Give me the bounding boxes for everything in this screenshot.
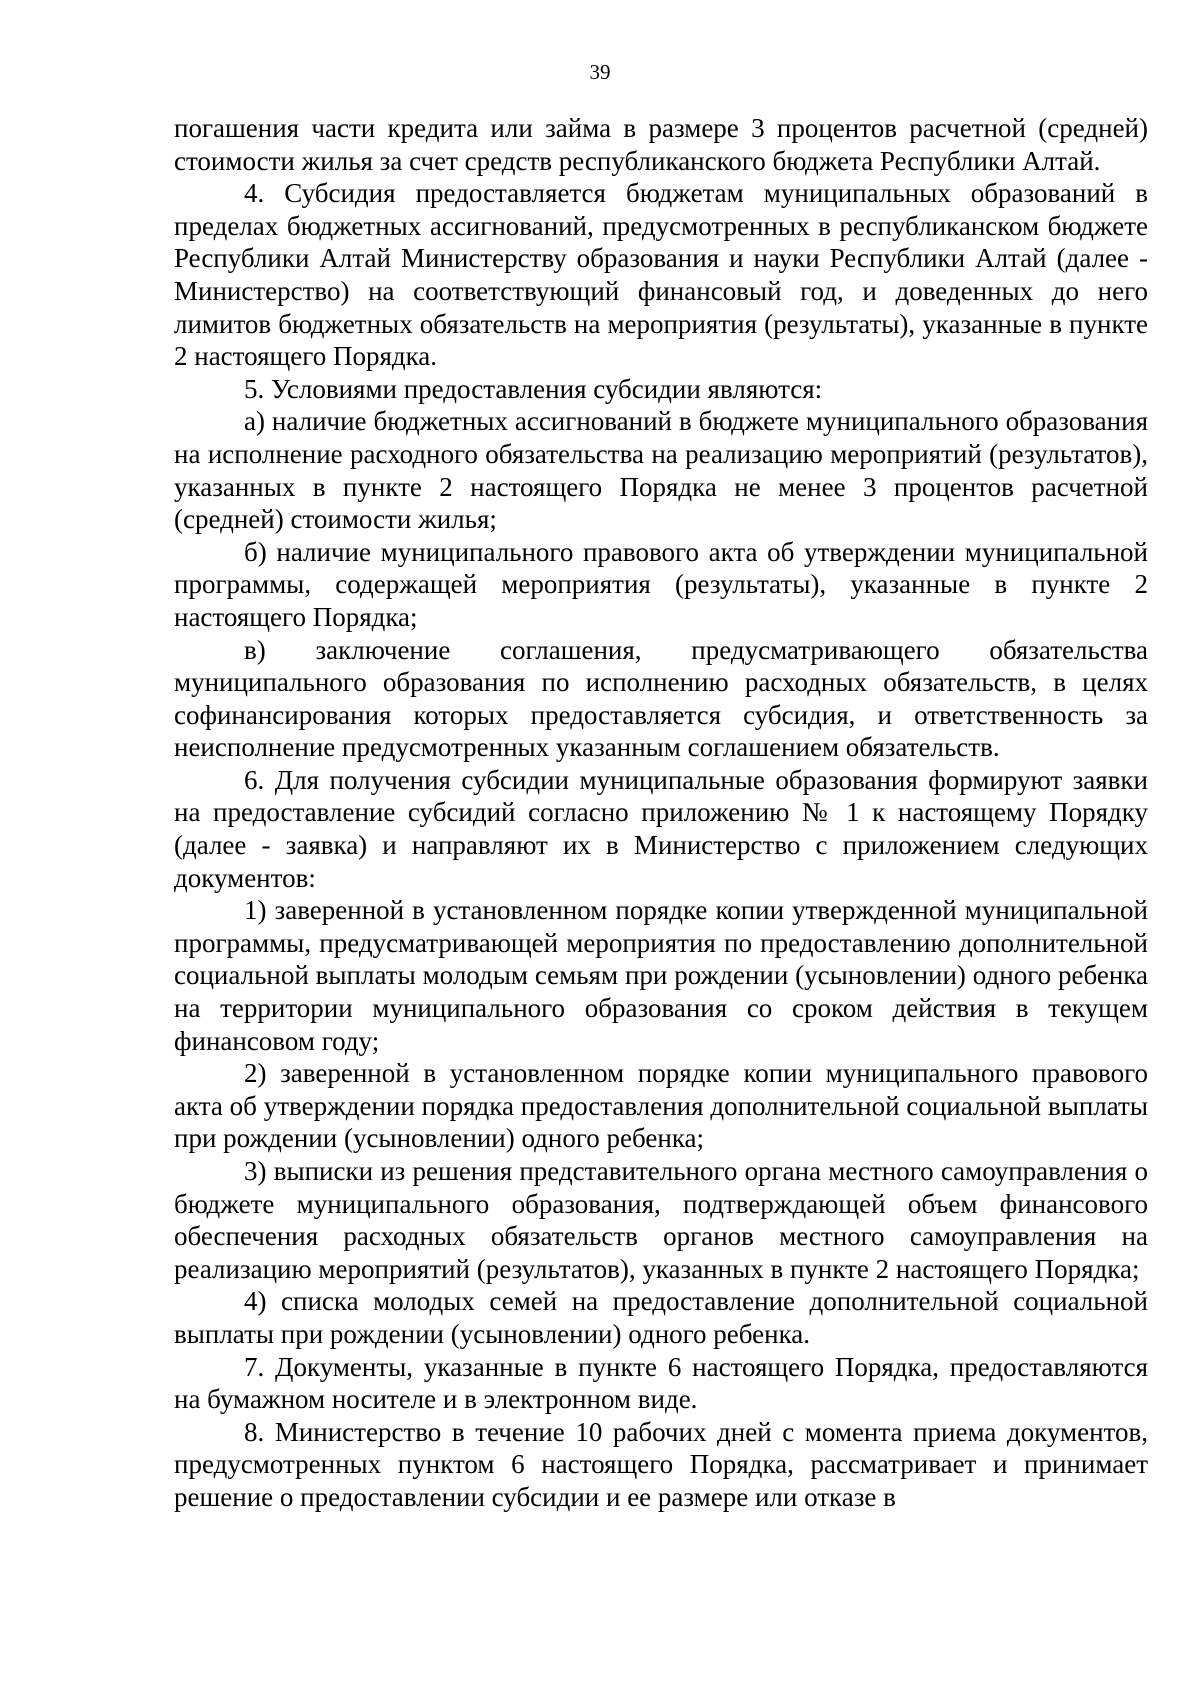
paragraph-item-6: 6. Для получения субсидии муниципальные образования формируют заявки на предоставление субсидий согласно приложению № 1 к настоящему Порядку (далее - заявка) и направляют их в Министерство с приложением следующих документов: (174, 764, 1148, 893)
page-number: 39 (589, 60, 611, 84)
subitem-a: а) наличие бюджетных ассигнований в бюджете муниципального образования на исполнение расходного обязательства на реализацию мероприятий (результатов), указанных в пункте 2 настоящего Порядка не менее 3 процентов расчетной (средней) стоимости жилья; (174, 406, 1148, 535)
paragraph-item-4: 4. Субсидия предоставляется бюджетам муниципальных образований в пределах бюджетных ассигнований, предусмотренных в республиканском бюджете Республики Алтай Министерству образования и науки Республики Алтай (далее - Министерство) на соответствующий финансовый год, и доведенных до него лимитов бюджетных обязательств на мероприятия (результаты), указанные в пункте 2 настоящего Порядка. (174, 178, 1148, 372)
subitem-3: 3) выписки из решения представительного органа местного самоуправления о бюджете муниципального образования, подтверждающей объем финансового обеспечения расходных обязательств органов местного самоуправления на реализацию мероприятий (результатов), указанных в пункте 2 настоящего Порядка; (174, 1156, 1148, 1284)
subitem-1: 1) заверенной в установленном порядке копии утвержденной муниципальной программы, предусматривающей мероприятия по предоставлению дополнительной социальной выплаты молодым семьям при рождении (усыновлении) одного ребенка на территории муниципального образования со сроком действия в текущем финансовом году; (174, 895, 1148, 1056)
subitem-2: 2) заверенной в установленном порядке копии муниципального правового акта об утверждении порядка предоставления дополнительной социальной выплаты при рождении (усыновлении) одного ребенка; (174, 1058, 1148, 1154)
subitem-b: б) наличие муниципального правового акта об утверждении муниципальной программы, содержащей мероприятия (результаты), указанные в пункте 2 настоящего Порядка; (174, 536, 1148, 632)
paragraph-item-7: 7. Документы, указанные в пункте 6 настоящего Порядка, предоставляются на бумажном носителе и в электронном виде. (174, 1351, 1148, 1415)
paragraph-item-5: 5. Условиями предоставления субсидии являются: (244, 373, 823, 404)
document-body (174, 112, 1148, 1514)
subitem-v: в) заключение соглашения, предусматривающего обязательства муниципального образования по исполнению расходных обязательств, в целях софинансирования которых предоставляется субсидия, и ответственность за неисполнение предусмотренных указанным соглашением обязательств. (174, 634, 1148, 763)
paragraph-continuation: погашения части кредита или займа в размере 3 процентов расчетной (средней) стоимости жилья за счет средств республиканского бюджета Республики Алтай. (174, 113, 1148, 176)
subitem-4: 4) списка молодых семей на предоставление дополнительной социальной выплаты при рождении (усыновлении) одного ребенка. (174, 1286, 1148, 1349)
paragraph-item-8: 8. Министерство в течение 10 рабочих дней с момента приема документов, предусмотренных пунктом 6 настоящего Порядка, рассматривает и принимает решение о предоставлении субсидии и ее размере или отказе в (174, 1416, 1148, 1512)
